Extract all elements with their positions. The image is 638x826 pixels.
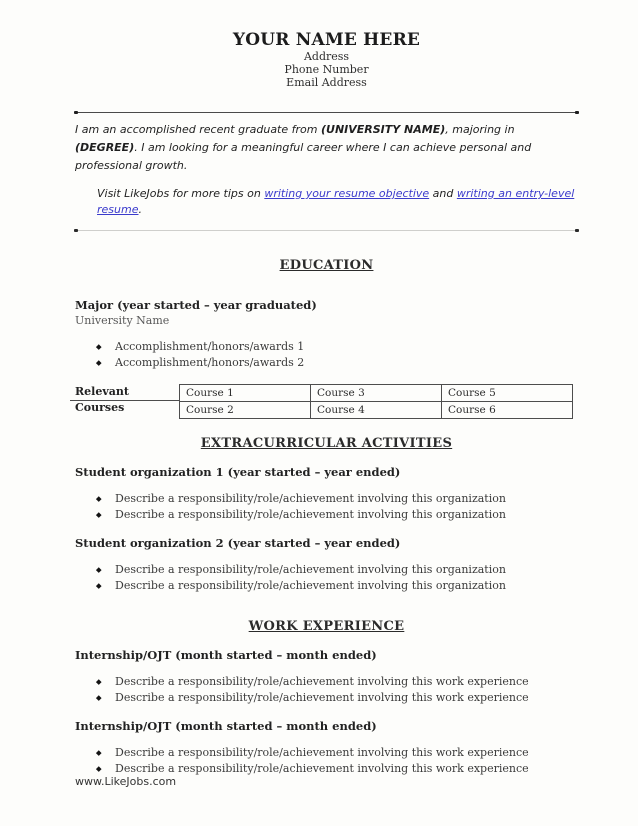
tips-line — [75, 186, 578, 218]
list-item: Describe a responsibility/role/achievement involving this organization — [75, 507, 578, 523]
internship-1-title: Internship/OJT (month started – month ended) — [75, 648, 377, 662]
tips-text-pre: Visit LikeJobs for more tips on — [97, 187, 265, 200]
university-name: University Name — [75, 314, 170, 327]
objective-paragraph — [75, 121, 578, 175]
list-item: Describe a responsibility/role/achievement involving this work experience — [75, 745, 578, 761]
student-org-2-title: Student organization 2 (year started – year ended) — [75, 536, 401, 550]
course-cell: Course 1 — [180, 385, 311, 402]
candidate-name: YOUR NAME HERE — [232, 30, 421, 50]
internship-2-title: Internship/OJT (month started – month ended) — [75, 719, 377, 733]
objective-text-pre: I am an accomplished recent graduate from — [75, 123, 321, 136]
site-url-footer: www.LikeJobs.com — [75, 775, 177, 788]
objective-text-post: . I am looking for a meaningful career where I can achieve personal and professional growth. — [75, 141, 532, 172]
tips-text-and: and — [429, 187, 457, 200]
course-cell: Course 3 — [311, 385, 442, 402]
course-cell: Course 4 — [311, 402, 442, 419]
courses-table — [179, 384, 573, 419]
phone-line: Phone Number — [284, 63, 369, 76]
entry-level-resume-link[interactable]: writing an entry-level resume — [97, 187, 575, 216]
table-row — [180, 385, 573, 402]
top-divider-line — [75, 112, 578, 113]
relevant-courses-row — [75, 384, 578, 419]
university-placeholder: (UNIVERSITY NAME) — [320, 123, 446, 136]
address-line: Address — [303, 50, 350, 63]
bottom-divider-line — [75, 230, 578, 231]
list-item: Describe a responsibility/role/achievement involving this work experience — [75, 690, 578, 706]
list-item: Describe a responsibility/role/achievement involving this organization — [75, 578, 578, 594]
work-experience-heading: WORK EXPERIENCE — [248, 619, 405, 634]
relevant-courses-label: Relevant Courses — [70, 384, 179, 401]
list-item: Describe a responsibility/role/achievement involving this organization — [75, 491, 578, 507]
list-item: Describe a responsibility/role/achievement involving this work experience — [75, 674, 578, 690]
course-cell: Course 6 — [442, 402, 573, 419]
email-line: Email Address — [286, 76, 367, 89]
course-cell: Course 2 — [180, 402, 311, 419]
objective-text-mid: , majoring in — [445, 123, 515, 136]
table-row — [180, 402, 573, 419]
internship-2-bullets — [75, 745, 578, 777]
list-item: Describe a responsibility/role/achievement involving this work experience — [75, 761, 578, 777]
education-heading: EDUCATION — [279, 258, 374, 273]
resume-header — [75, 30, 578, 89]
student-org-1-bullets — [75, 491, 578, 523]
major-title: Major (year started – year graduated) — [75, 298, 317, 312]
course-cell: Course 5 — [442, 385, 573, 402]
internship-1-bullets — [75, 674, 578, 706]
list-item: Accomplishment/honors/awards 1 — [75, 339, 578, 355]
student-org-1-title: Student organization 1 (year started – year ended) — [75, 465, 401, 479]
resume-objective-link[interactable]: writing your resume objective — [264, 187, 430, 200]
degree-placeholder: (DEGREE) — [75, 141, 135, 154]
list-item: Describe a responsibility/role/achievement involving this organization — [75, 562, 578, 578]
education-bullet-list — [75, 339, 578, 371]
extracurricular-heading: EXTRACURRICULAR ACTIVITIES — [200, 436, 453, 451]
list-item: Accomplishment/honors/awards 2 — [75, 355, 578, 371]
student-org-2-bullets — [75, 562, 578, 594]
tips-text-end: . — [138, 203, 142, 216]
